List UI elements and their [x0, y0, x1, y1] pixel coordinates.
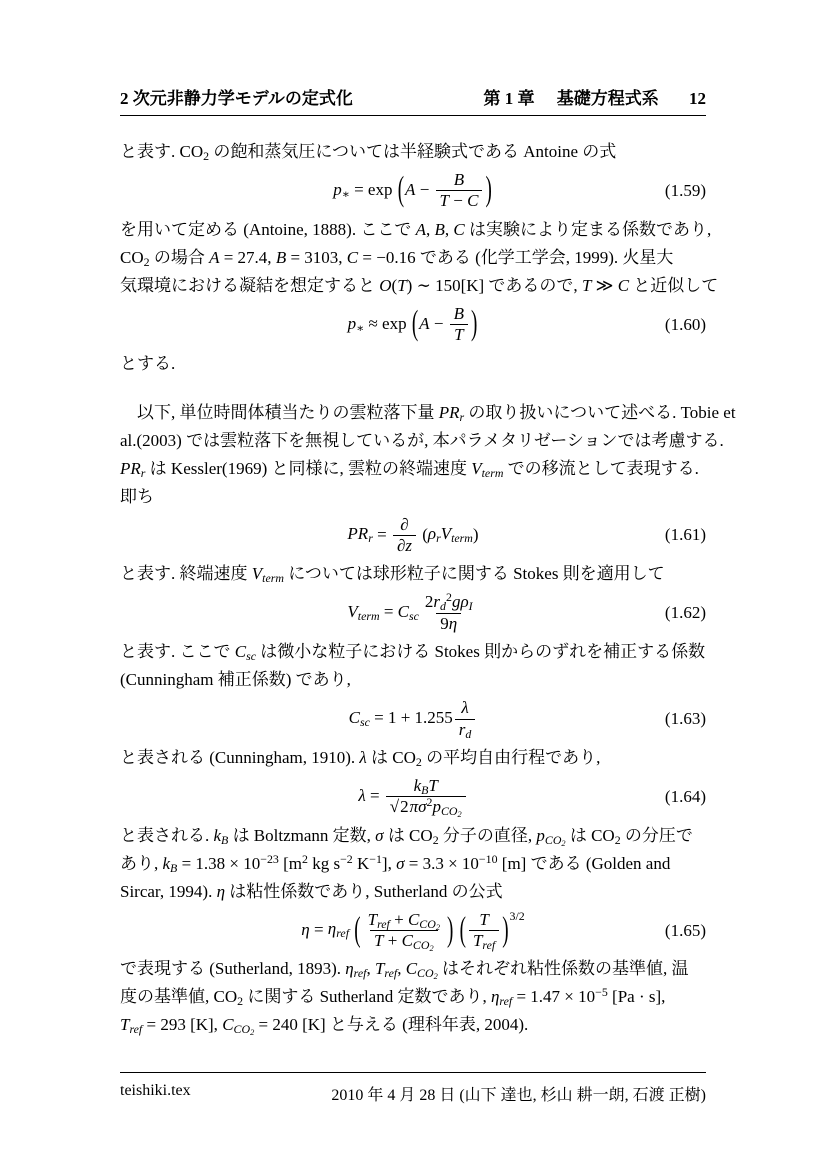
header-chapter-title: 基礎方程式系: [556, 89, 659, 108]
text-line: とする.: [120, 353, 176, 373]
equation-1-64: [120, 776, 706, 818]
equation-number: (1.61): [664, 525, 706, 545]
text-line: と表す. $CO_2$ の飽和蒸気圧については半経験式である Antoine の式: [120, 142, 617, 163]
text-line: $PR_r$ は Kessler(1969) と同様に, 雲粒の終端速度 $V_{term}$ での移流として表現する.: [120, 458, 699, 480]
page-header: [120, 84, 706, 116]
paragraph-9: [120, 955, 706, 1039]
footer-filename: teishiki.tex: [120, 1082, 191, 1099]
text-line: あり, $k_B = 1.38 \times 10^{-23}$ [$m^2$ kg $s^{-2}$ $K^{-1}$], $\sigma = 3.3 \times 10^{-10}$ [m] である (Golden and: [120, 851, 671, 875]
equation-body: $\eta = \eta_{ref}$ ( $\frac{T_{ref} + C_{CO_2}}{T + C_{CO_2}}$ ) ( $\frac{T}{T_{ref}}$ )$^{3/2}$: [301, 908, 525, 954]
equation-body: $V_{term} = C_{sc}$ $\frac{2r_d^2g\rho_I}{9\eta}$: [347, 590, 473, 633]
paragraph-1: [120, 138, 706, 166]
equation-number: (1.64): [664, 786, 706, 806]
equation-number: (1.63): [664, 709, 706, 729]
text-line: を用いて定める (Antoine, 1888). ここで A, B, C は実験により定まる係数であり,: [120, 219, 712, 239]
text-line: と表される. $k_B$ は Boltzmann 定数, σ は $CO_2$ 分子の直径, $p_{CO_2}$ は $CO_2$ の分圧で: [120, 825, 693, 848]
text-line: 即ち: [120, 486, 154, 506]
paragraph-8: [120, 822, 706, 906]
text-line: $CO_2$ の場合 A = 27.4, B = 3103, C = −0.16 である (化学工学会, 1999). 火星大: [120, 247, 674, 269]
paragraph-3: [120, 350, 706, 378]
text-line: と表す. ここで $C_{sc}$ は微小な粒子における Stokes 則からのずれを補正する係数: [120, 642, 706, 664]
text-line: で表現する (Sutherland, 1893). $\eta_{ref}$, $T_{ref}$, $C_{CO_2}$ はそれぞれ粘性係数の基準値, 温: [120, 959, 689, 982]
paragraph-2: [120, 216, 719, 300]
equation-number: (1.65): [664, 920, 706, 940]
equation-body: λ = $\frac{k_BT}{√2\pi\sigma^2p_{CO_2}}$: [358, 776, 467, 818]
equation-1-65: [120, 910, 706, 952]
equation-body: $PR_r$ = $\frac{\partial}{\partial z}$ $(\rho_rV_{term})$: [347, 514, 479, 555]
paragraph-6: [120, 638, 706, 694]
header-page-number: 12: [689, 89, 706, 108]
document-body: [120, 138, 736, 1039]
paragraph-7: [120, 744, 706, 772]
paragraph-5: [120, 560, 706, 588]
equation-1-60: [120, 304, 706, 346]
text-line: $T_{ref} = 293$ [K], $C_{CO_2} = 240$ [K] と与える (理科年表, 2004).: [120, 1015, 529, 1038]
text-line: 度の基準値, $CO_2$ に関する Sutherland 定数であり, $\eta_{ref} = 1.47 \times 10^{-5}$ [Pa · s],: [120, 985, 666, 1009]
equation-1-63: [120, 698, 706, 740]
text-line: 以下, 単位時間体積当たりの雲粒落下量 $PR_r$ の取り扱いについて述べる. Tobie et: [137, 402, 736, 424]
footer-date-authors: 2010 年 4 月 28 日 (山下 達也, 杉山 耕一朗, 石渡 正樹): [331, 1087, 706, 1104]
equation-1-59: [120, 170, 706, 212]
equation-body: $p_∗ \approx \exp (A$ − $\frac{B}{T}$ ): [347, 303, 478, 345]
header-section: [120, 84, 353, 109]
text-line: Sircar, 1994). η は粘性係数であり, Sutherland の公式: [120, 881, 503, 901]
text-line: 気環境における凝結を想定すると O(T) ∼ 150[K] であるので, T ≫ C と近似して: [120, 275, 719, 295]
header-chapter: [466, 84, 707, 109]
paragraph-4: [120, 399, 736, 511]
text-line: と表す. 終端速度 $V_{term}$ については球形粒子に関する Stokes 則を適用して: [120, 564, 665, 586]
header-section-number: 2: [120, 89, 129, 108]
equation-body: $p_∗ = \exp (A$ − $\frac{B}{T - C}$ ): [333, 170, 492, 211]
equation-number: (1.60): [664, 314, 706, 334]
header-section-title: 次元非静力学モデルの定式化: [132, 89, 353, 108]
text-line: (Cunningham 補正係数) であり,: [120, 670, 351, 690]
equation-1-62: [120, 592, 706, 634]
page-footer: [120, 1072, 706, 1105]
equation-number: (1.59): [664, 180, 706, 200]
equation-1-61: [120, 515, 706, 557]
text-line: al.(2003) では雲粒落下を無視しているが, 本パラメタリゼーションでは考慮する.: [120, 430, 724, 450]
equation-body: $C_{sc} = 1 + 1.255$ $\frac{\lambda}{r_d}$: [349, 698, 478, 740]
header-chapter-label: 第 1 章: [483, 89, 535, 108]
equation-number: (1.62): [664, 603, 706, 623]
text-line: と表される (Cunningham, 1910). λ は $CO_2$ の平均自由行程であり,: [120, 747, 601, 769]
